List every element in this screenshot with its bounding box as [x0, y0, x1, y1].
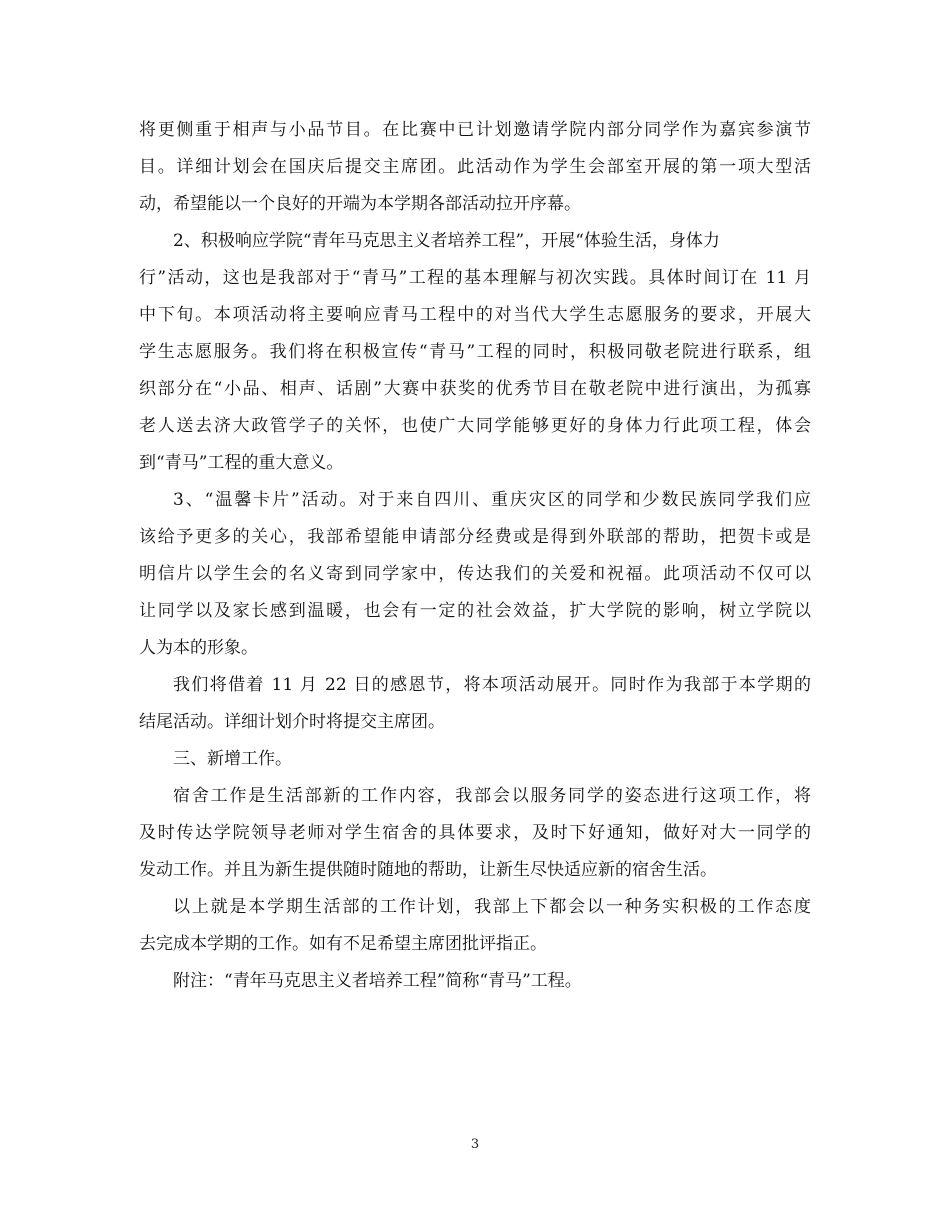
section-heading: 三、新增工作。: [173, 749, 292, 769]
text-line: 老人送去济大政管学子的关怀，也使广大同学能够更好的身体力行此项工程，体会: [139, 416, 811, 436]
text-line: 动，希望能以一个良好的开端为本学期各部活动拉开序幕。: [139, 194, 581, 214]
text-line: 到“青马”工程的重大意义。: [139, 453, 344, 473]
text-line: 明信片以学生会的名义寄到同学家中，传达我们的关爱和祝福。此项活动不仅可以: [139, 564, 811, 584]
text-line: 将更侧重于相声与小品节目。在比赛中已计划邀请学院内部分同学作为嘉宾参演节: [139, 120, 811, 140]
text-line: 目。详细计划会在国庆后提交主席团。此活动作为学生会部室开展的第一项大型活: [139, 157, 811, 177]
text-line: 及时传达学院领导老师对学生宿舍的具体要求，及时下好通知，做好对大一同学的: [139, 823, 811, 843]
footnote-line: 附注：“青年马克思主义者培养工程”简称“青马”工程。: [173, 971, 582, 991]
text-line: 该给予更多的关心，我部希望能申请部分经费或是得到外联部的帮助，把贺卡或是: [139, 527, 811, 547]
text-line: 以上就是本学期生活部的工作计划，我部上下都会以一种务实积极的工作态度: [173, 897, 811, 917]
text-line: 行”活动，这也是我部对于“青马”工程的基本理解与初次实践。具体时间订在 11 月: [139, 268, 811, 288]
text-line: 结尾活动。详细计划介时将提交主席团。: [139, 712, 445, 732]
text-line: 2、积极响应学院“青年马克思主义者培养工程”，开展“体验生活，身体力: [173, 231, 720, 251]
text-line: 学生志愿服务。我们将在积极宣传“青马”工程的同时，积极同敬老院进行联系，组: [139, 342, 811, 362]
page-number: 3: [470, 1137, 480, 1152]
text-line: 去完成本学期的工作。如有不足希望主席团批评指正。: [139, 934, 547, 954]
text-line: 织部分在“小品、相声、话剧”大赛中获奖的优秀节目在敬老院中进行演出，为孤寡: [139, 379, 811, 399]
text-line: 人为本的形象。: [139, 638, 258, 658]
text-line: 中下旬。本项活动将主要响应青马工程中的对当代大学生志愿服务的要求，开展大: [139, 305, 811, 325]
text-line: 宿舍工作是生活部新的工作内容，我部会以服务同学的姿态进行这项工作，将: [173, 786, 811, 806]
document-body: [139, 112, 811, 1000]
text-line: 3、“温馨卡片”活动。对于来自四川、重庆灾区的同学和少数民族同学我们应: [173, 490, 811, 510]
text-line: 发动工作。并且为新生提供随时随地的帮助，让新生尽快适应新的宿舍生活。: [139, 860, 717, 880]
text-line: 我们将借着 11 月 22 日的感恩节，将本项活动展开。同时作为我部于本学期的: [173, 675, 811, 695]
text-line: 让同学以及家长感到温暖，也会有一定的社会效益，扩大学院的影响，树立学院以: [139, 601, 811, 621]
